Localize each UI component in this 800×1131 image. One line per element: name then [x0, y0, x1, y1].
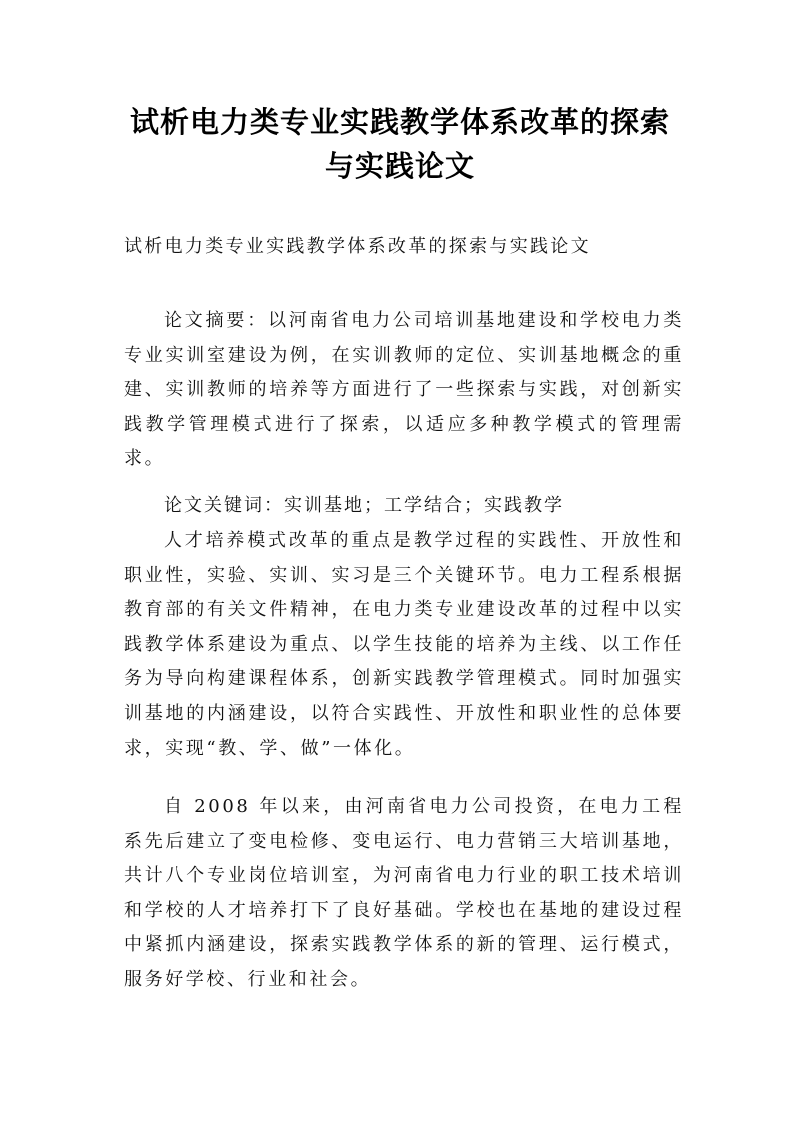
document-title-line-1: 试析电力类专业实践教学体系改革的探索 — [129, 105, 670, 139]
body-paragraph-1: 人才培养模式改革的重点是教学过程的实践性、开放性和职业性，实验、实训、实习是三个关键环节。电力工程系根据教育部的有关文件精神，在电力类专业建设改革的过程中以实践教学体系建设为重点、以学生技能的培养为主线、以工作任务为导向构建课程体系，创新实践教学管理模式。同时加强实训基地的内涵建设，以符合实践性、开放性和职业性的总体要求，实现“教、学、做”一体化。 — [124, 530, 684, 759]
keywords-paragraph: 论文关键词：实训基地；工学结合；实践教学 — [164, 495, 564, 516]
body-paragraph-2: 自 2008 年以来，由河南省电力公司投资，在电力工程系先后建立了变电检修、变电运行、电力营销三大培训基地，共计八个专业岗位培训室，为河南省电力行业的职工技术培训和学校的人才培养打下了良好基础。学校也在基地的建设过程中紧抓内涵建设，探索实践教学体系的新的管理、运行模式，服务好学校、行业和社会。 — [124, 796, 684, 990]
document-subtitle: 试析电力类专业实践教学体系改革的探索与实践论文 — [124, 236, 591, 257]
document-title-line-2: 与实践论文 — [324, 149, 475, 183]
abstract-paragraph: 论文摘要：以河南省电力公司培训基地建设和学校电力类专业实训室建设为例，在实训教师的定位、实训基地概念的重建、实训教师的培养等方面进行了一些探索与实践，对创新实践教学管理模式进行了探索，以适应多种教学模式的管理需求。 — [124, 310, 684, 470]
